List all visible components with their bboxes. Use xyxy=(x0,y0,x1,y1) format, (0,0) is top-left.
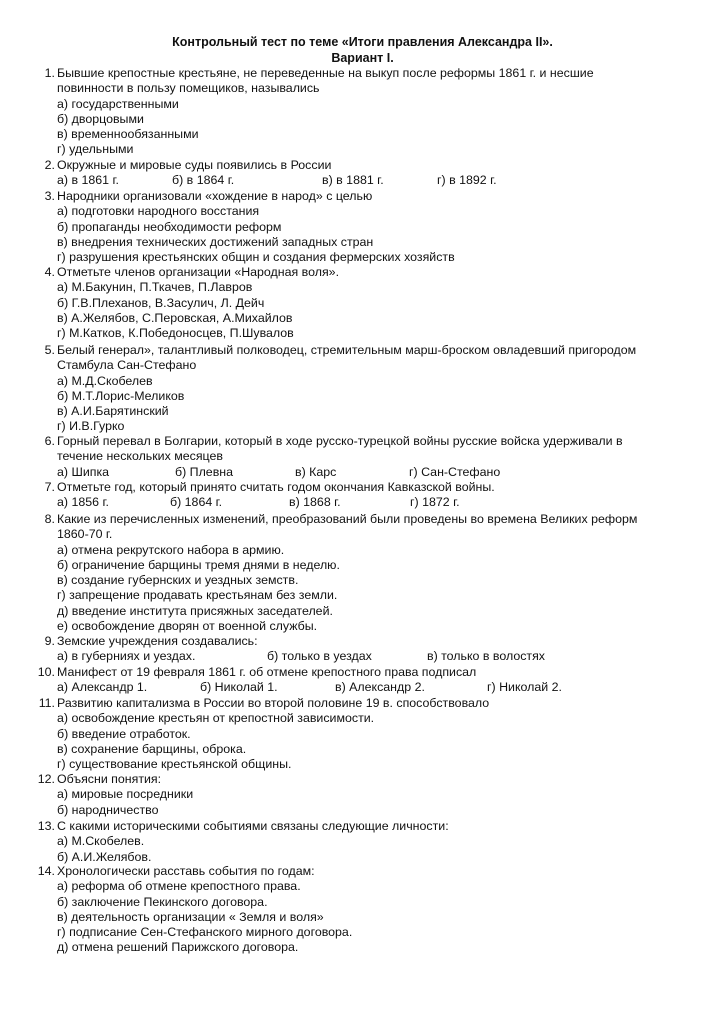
question-text: Земские учреждения создавались: xyxy=(57,634,258,648)
answer-option: б) пропаганды необходимости реформ xyxy=(57,219,282,234)
answer-option: а) государственными xyxy=(57,96,179,111)
answer-option: в) А.И.Барятинский xyxy=(57,404,169,419)
question-text: 1860-70 г. xyxy=(57,527,113,542)
answer-option: а) подготовки народного восстания xyxy=(57,204,260,219)
answer-option: г) 1872 г. xyxy=(410,495,460,510)
answer-option: г) запрещение продавать крестьянам без земли. xyxy=(57,588,338,603)
answer-option: д) отмена решений Парижского договора. xyxy=(57,940,299,955)
answer-option: б) ограничение барщины тремя днями в неделю. xyxy=(57,557,340,572)
question-number: 11. xyxy=(38,696,55,710)
answer-option: в) временнообязанными xyxy=(57,127,199,142)
question-text: Окружные и мировые суды появились в России xyxy=(57,158,332,172)
answer-option: а) реформа об отмене крепостного права. xyxy=(57,879,301,894)
answer-option: в) 1868 г. xyxy=(289,495,341,510)
answer-option: б) заключение Пекинского договора. xyxy=(57,894,268,909)
answer-option: а) М.Скобелев. xyxy=(57,834,145,849)
answer-option: г) существование крестьянской общины. xyxy=(57,757,292,772)
answer-option: б) введение отработок. xyxy=(57,726,191,741)
answer-option: в) Карс xyxy=(295,464,337,479)
variant-heading: Вариант I. xyxy=(331,51,394,65)
answer-option: в) А.Желябов, С.Перовская, А.Михайлов xyxy=(57,310,293,325)
question-body xyxy=(57,634,697,665)
question-body xyxy=(57,158,697,189)
question-body xyxy=(57,864,697,956)
question-body xyxy=(57,665,697,696)
answer-option: б) 1864 г. xyxy=(170,495,223,510)
answer-option: б) только в уездах xyxy=(267,649,372,664)
answer-option: в) внедрения технических достижений западных стран xyxy=(57,234,374,249)
question-text: Развитию капитализма в России во второй половине 19 в. способствовало xyxy=(57,696,490,710)
answer-option: в) Александр 2. xyxy=(335,680,425,695)
question-number: 3. xyxy=(44,189,55,203)
question-number: 1. xyxy=(44,66,55,80)
answer-option: а) в 1861 г. xyxy=(57,173,119,188)
answer-option: а) отмена рекрутского набора в армию. xyxy=(57,542,285,557)
answer-option: б) Плевна xyxy=(175,464,234,479)
answer-option: а) освобождение крестьян от крепостной зависимости. xyxy=(57,711,375,726)
answer-option: в) деятельность организации « Земля и воля» xyxy=(57,909,324,924)
answer-options-row xyxy=(57,495,697,510)
question-number: 6. xyxy=(44,434,55,448)
question-body xyxy=(57,434,697,480)
answer-option: б) М.Т.Лорис-Меликов xyxy=(57,388,185,403)
answer-option: б) дворцовыми xyxy=(57,111,144,126)
question-text: Отметьте год, который принято считать годом окончания Кавказской войны. xyxy=(57,480,495,494)
question-number: 8. xyxy=(44,512,55,526)
answer-option: д) введение института присяжных заседателей. xyxy=(57,603,333,618)
question-body xyxy=(57,189,697,265)
answer-option: а) Александр 1. xyxy=(57,680,148,695)
answer-option: б) в 1864 г. xyxy=(172,173,235,188)
answer-option: е) освобождение дворян от военной службы. xyxy=(57,619,318,634)
answer-option: в) создание губернских и уездных земств. xyxy=(57,573,299,588)
answer-option: б) Г.В.Плеханов, В.Засулич, Л. Дейч xyxy=(57,295,265,310)
question-text: Народники организовали «хождение в народ» с целью xyxy=(57,189,373,203)
question-number: 7. xyxy=(44,480,55,494)
question-text: Манифест от 19 февраля 1861 г. об отмене крепостного права подписал xyxy=(57,665,477,679)
answer-option: а) М.Д.Скобелев xyxy=(57,373,153,388)
answer-option: б) Николай 1. xyxy=(200,680,278,695)
answer-options-row xyxy=(57,649,697,664)
question-number: 13. xyxy=(37,819,55,833)
answer-option: г) Сан-Стефано xyxy=(409,464,501,479)
answer-option: г) подписание Сен-Стефанского мирного договора. xyxy=(57,925,353,940)
question-number: 14. xyxy=(37,864,55,878)
question-text: повинности в пользу помещиков, назывались xyxy=(57,81,320,96)
question-body xyxy=(57,343,697,435)
answer-option: в) только в волостях xyxy=(427,649,546,664)
answer-option: а) 1856 г. xyxy=(57,495,109,510)
question-number: 12. xyxy=(37,772,55,786)
answer-option: в) сохранение барщины, оброка. xyxy=(57,741,247,756)
answer-option: а) мировые посредники xyxy=(57,787,194,802)
answer-option: а) М.Бакунин, П.Ткачев, П.Лавров xyxy=(57,280,253,295)
question-body xyxy=(57,696,697,772)
answer-option: г) М.Катков, К.Победоносцев, П.Шувалов xyxy=(57,326,294,341)
question-body xyxy=(57,480,697,511)
question-text: Стамбула Сан-Стефано xyxy=(57,358,197,373)
question-number: 9. xyxy=(44,634,55,648)
answer-option: г) Николай 2. xyxy=(487,680,562,695)
answer-option: г) И.В.Гурко xyxy=(57,419,125,434)
answer-option: а) Шипка xyxy=(57,464,110,479)
question-text: Объясни понятия: xyxy=(57,772,162,786)
answer-option: г) в 1892 г. xyxy=(437,173,497,188)
test-title: Контрольный тест по теме «Итоги правления Александра II». xyxy=(172,35,553,49)
answer-option: г) удельными xyxy=(57,142,134,157)
question-text: Хронологически расставь события по годам: xyxy=(57,864,315,878)
question-body xyxy=(57,66,697,158)
answer-option: б) А.И.Желябов. xyxy=(57,849,152,864)
answer-option: б) народничество xyxy=(57,802,159,817)
answer-options-row xyxy=(57,173,697,188)
answer-option: в) в 1881 г. xyxy=(322,173,384,188)
answer-options-row xyxy=(57,680,697,695)
question-text: Белый генерал», талантливый полководец, стремительным марш-броском овладевший пригородом xyxy=(57,343,637,357)
answer-option: г) разрушения крестьянских общин и создания фермерских хозяйств xyxy=(57,250,455,265)
question-text: Какие из перечисленных изменений, преобразований были проведены во времена Великих реформ xyxy=(57,512,638,526)
question-text: Отметьте членов организации «Народная воля». xyxy=(57,265,340,279)
question-text: С какими историческими событиями связаны следующие личности: xyxy=(57,819,449,833)
question-body xyxy=(57,512,697,634)
answer-options-row xyxy=(57,465,697,480)
question-text: Бывшие крепостные крестьяне, не переведенные на выкуп после реформы 1861 г. и несшие xyxy=(57,66,594,80)
question-body xyxy=(57,772,697,818)
question-text: Горный перевал в Болгарии, который в ходе русско-турецкой войны русские войска удерживали в xyxy=(57,434,623,448)
question-body xyxy=(57,819,697,865)
question-number: 2. xyxy=(44,158,55,172)
question-text: течение нескольких месяцев xyxy=(57,449,223,464)
question-number: 5. xyxy=(44,343,55,357)
question-body xyxy=(57,265,697,341)
question-number: 4. xyxy=(44,265,55,279)
answer-option: а) в губерниях и уездах. xyxy=(57,649,196,664)
question-number: 10. xyxy=(37,665,55,679)
